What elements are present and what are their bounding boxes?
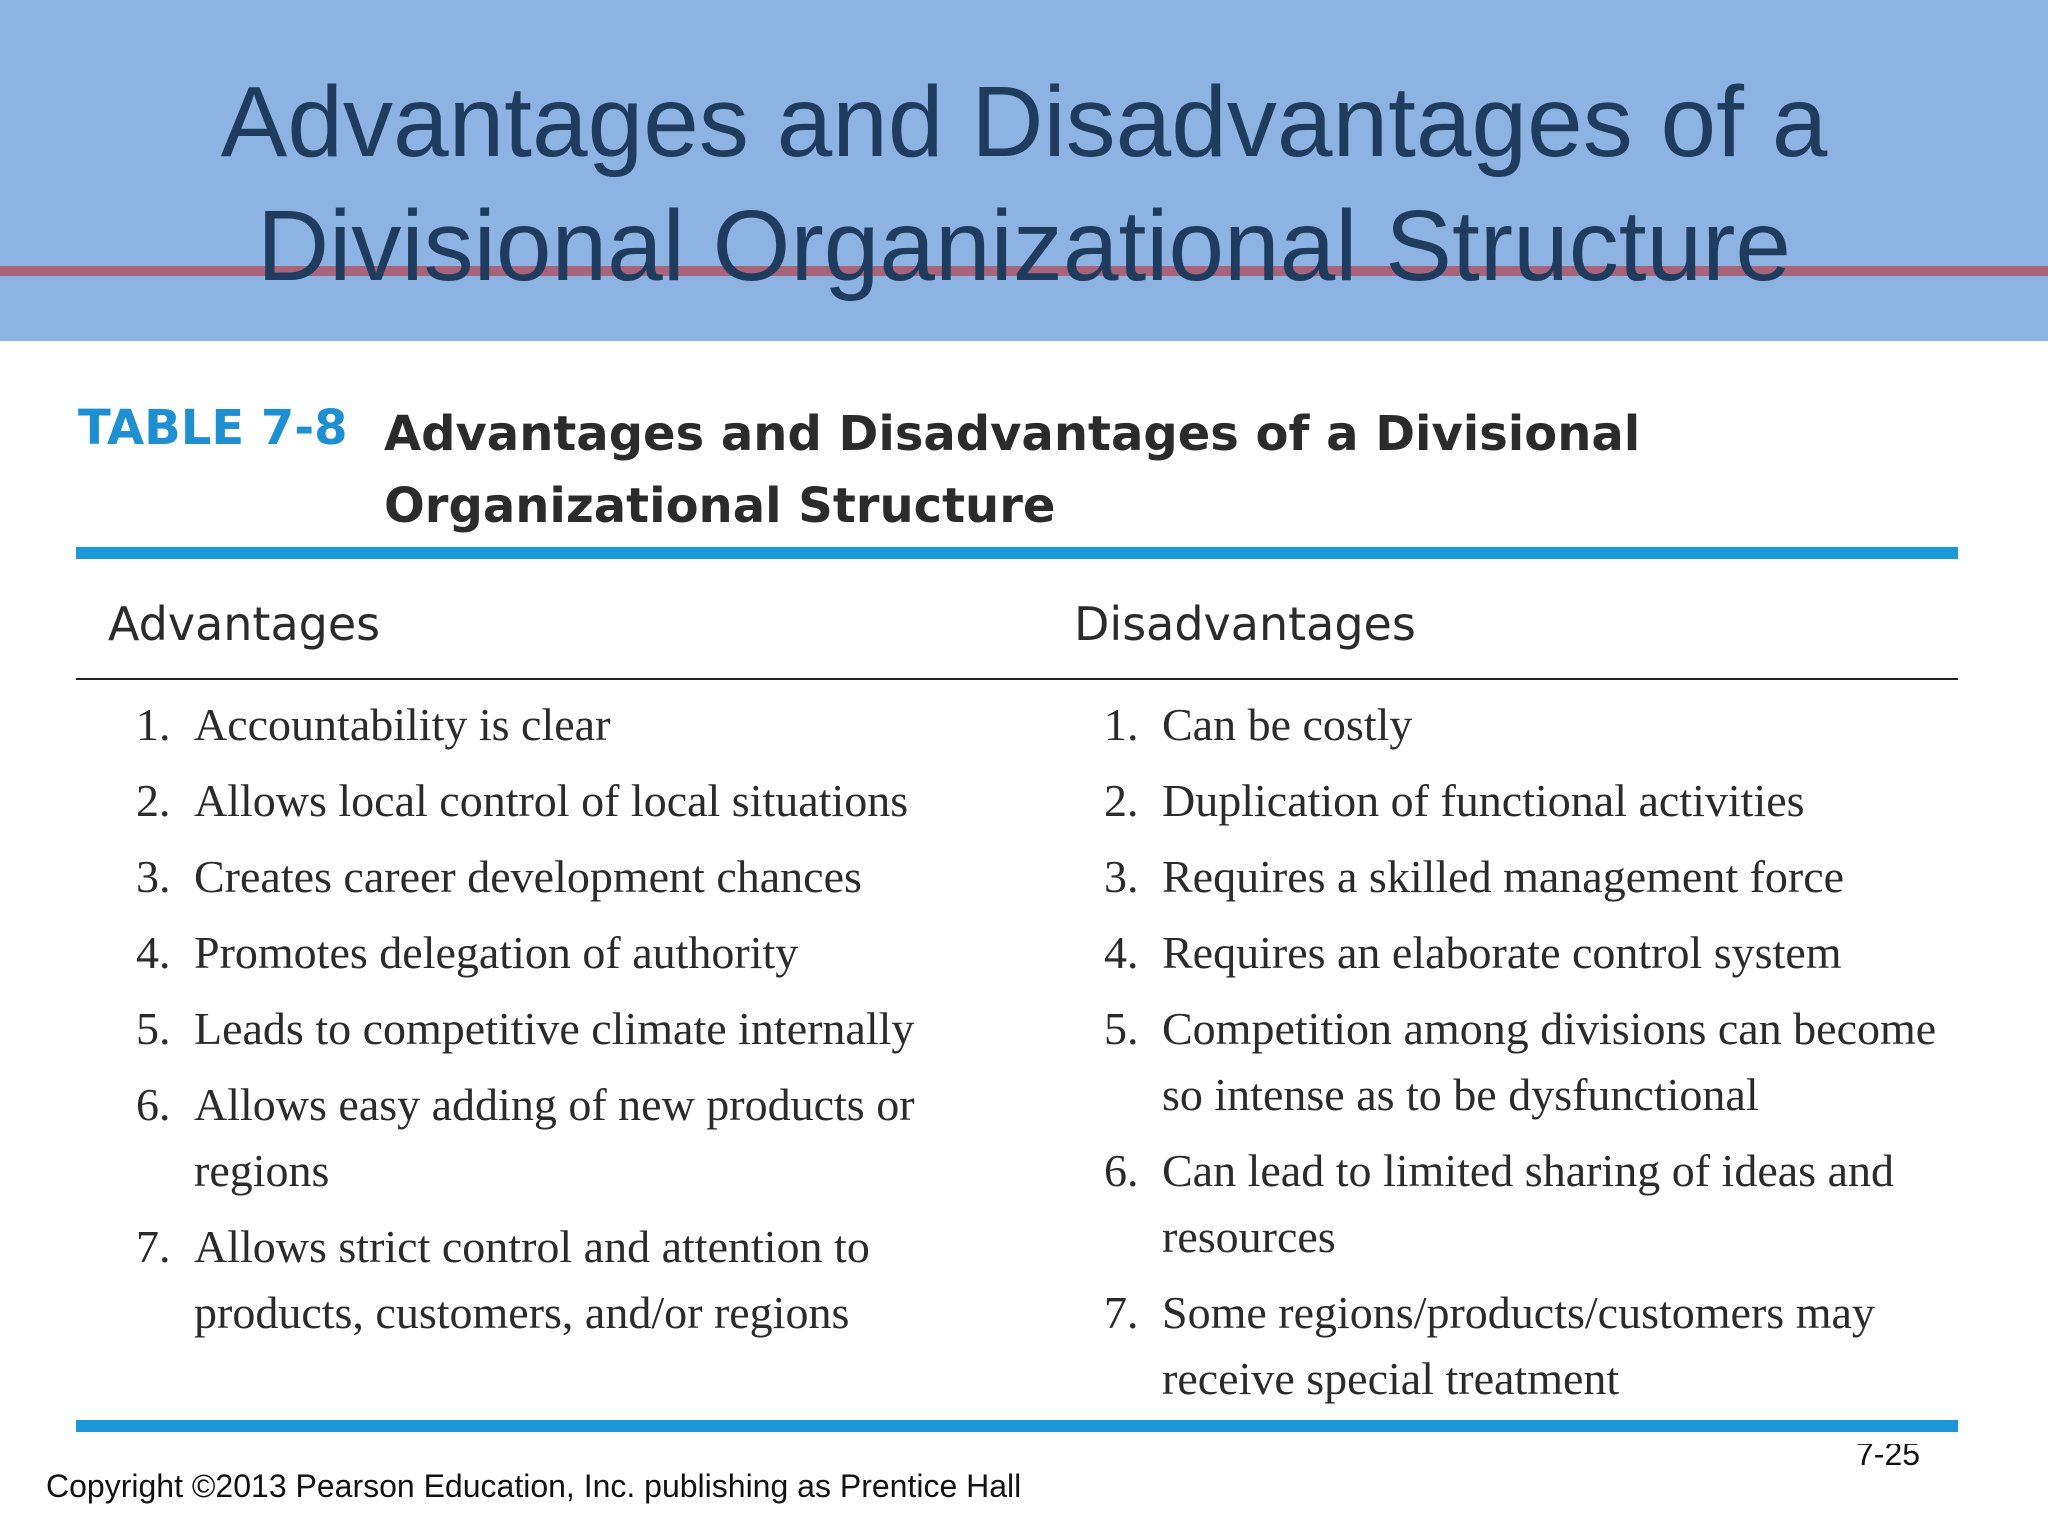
- list-item: [1104, 920, 1944, 986]
- item-number: 2.: [1104, 775, 1139, 826]
- item-text: Promotes delegation of authority: [194, 927, 799, 978]
- item-number: 2.: [136, 775, 171, 826]
- table-bottom-rule: [76, 1420, 1958, 1432]
- list-item: [136, 692, 1036, 758]
- list-item: [1104, 1138, 1944, 1270]
- list-item: [136, 768, 1036, 834]
- list-item: [136, 920, 1036, 986]
- item-number: 3.: [1104, 851, 1139, 902]
- advantages-header: Advantages: [108, 597, 381, 651]
- item-number: 7.: [1104, 1287, 1139, 1338]
- list-item: [1104, 768, 1944, 834]
- copyright-notice: Copyright ©2013 Pearson Education, Inc. publishing as Prentice Hall: [46, 1468, 1022, 1504]
- table-caption: Advantages and Disadvantages of a Divisional Organizational Structure: [384, 406, 1641, 534]
- item-text: Creates career development chances: [194, 851, 862, 902]
- disadvantages-header: Disadvantages: [1074, 597, 1416, 651]
- item-number: 4.: [1104, 927, 1139, 978]
- item-text: Allows strict control and attention to products, customers, and/or regions: [194, 1221, 870, 1338]
- item-text: Requires an elaborate control system: [1162, 927, 1842, 978]
- slide-title-line-2: Divisional Organizational Structure: [256, 190, 1792, 302]
- table-top-rule: [76, 547, 1958, 559]
- item-text: Some regions/products/customers may receive special treatment: [1162, 1287, 1875, 1404]
- list-item: [136, 1072, 1036, 1204]
- list-item: [136, 1214, 1036, 1346]
- disadvantages-list: [1104, 692, 1944, 1422]
- list-item: [1104, 1280, 1944, 1412]
- item-number: 5.: [136, 1003, 171, 1054]
- item-text: Allows local control of local situations: [194, 775, 909, 826]
- slide-title: [0, 60, 2048, 308]
- list-item: [1104, 996, 1944, 1128]
- item-text: Requires a skilled management force: [1162, 851, 1845, 902]
- item-text: Duplication of functional activities: [1162, 775, 1805, 826]
- list-item: [136, 844, 1036, 910]
- item-number: 3.: [136, 851, 171, 902]
- item-text: Allows easy adding of new products or regions: [194, 1079, 915, 1196]
- item-text: Accountability is clear: [194, 699, 611, 750]
- item-number: 7.: [136, 1221, 171, 1272]
- list-item: [1104, 844, 1944, 910]
- item-number: 5.: [1104, 1003, 1139, 1054]
- list-item: [1104, 692, 1944, 758]
- advantages-list: [136, 692, 1036, 1356]
- item-number: 1.: [136, 699, 171, 750]
- list-item: [136, 996, 1036, 1062]
- item-number: 6.: [1104, 1145, 1139, 1196]
- item-text: Competition among divisions can become so intense as to be dysfunctional: [1162, 1003, 1937, 1120]
- slide-number: 7-25: [1856, 1444, 1921, 1472]
- table-label: TABLE 7-8: [78, 400, 348, 456]
- slide-title-line-1: Advantages and Disadvantages of a: [220, 66, 1828, 178]
- item-number: 1.: [1104, 699, 1139, 750]
- header-rule: [76, 678, 1958, 680]
- item-text: Leads to competitive climate internally: [194, 1003, 915, 1054]
- item-text: Can lead to limited sharing of ideas and resources: [1162, 1145, 1894, 1262]
- item-text: Can be costly: [1162, 699, 1413, 750]
- item-number: 6.: [136, 1079, 171, 1130]
- item-number: 4.: [136, 927, 171, 978]
